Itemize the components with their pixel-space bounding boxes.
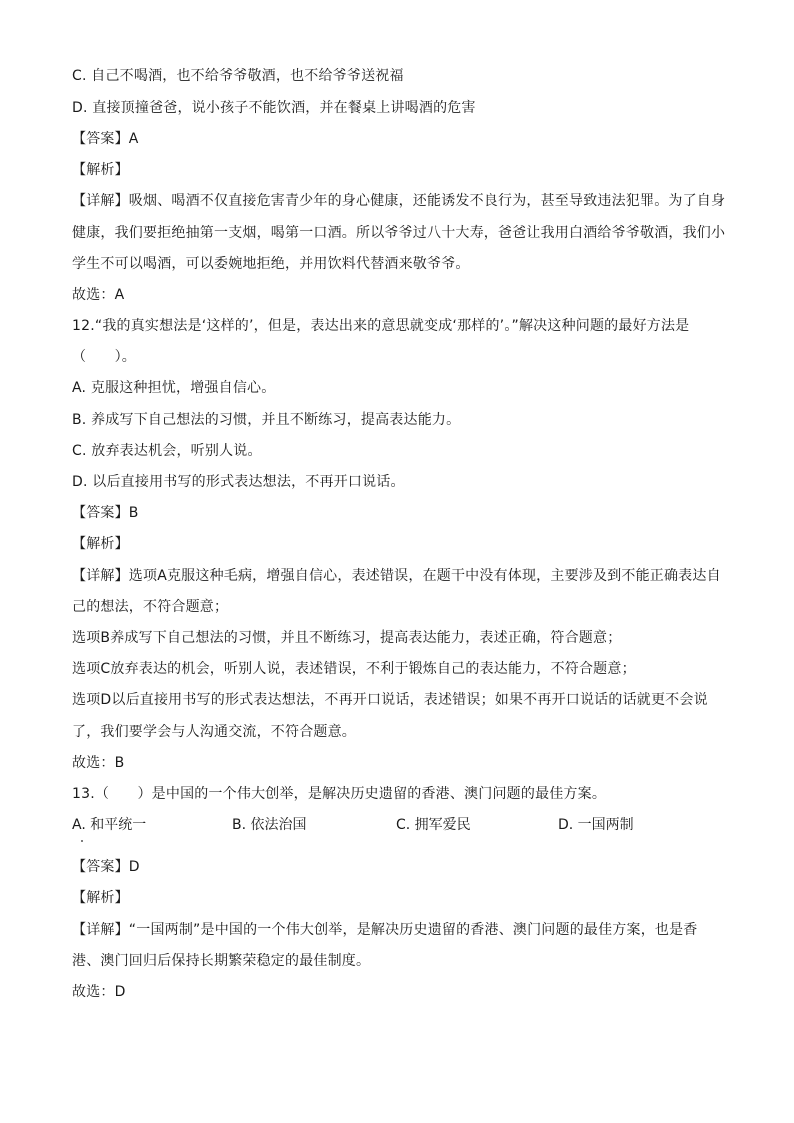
q11-detail-line: 学生不可以喝酒，可以委婉地拒绝，并用饮料代替酒来敬爷爷。 bbox=[72, 256, 470, 272]
q13-option-c: C. 拥军爱民 bbox=[396, 817, 471, 833]
q12-option-a: A. 克服这种担忧，增强自信心。 bbox=[72, 380, 276, 396]
q11-analysis-label: 【解析】 bbox=[72, 162, 129, 178]
q11-detail-line: 【详解】吸烟、喝酒不仅直接危害青少年的身心健康，还能诱发不良行为，甚至导致违法犯罪。为了自身 bbox=[72, 193, 726, 209]
q13-option-b: B. 依法治国 bbox=[232, 817, 307, 833]
q11-answer: 【答案】A bbox=[72, 131, 139, 147]
q11-option-d: D. 直接顶撞爸爸，说小孩子不能饮酒，并在餐桌上讲喝酒的危害 bbox=[72, 100, 476, 116]
q13-detail-line: 【详解】“一国两制”是中国的一个伟大创举，是解决历史遗留的香港、澳门问题的最佳方案，也是香 bbox=[72, 922, 698, 938]
q12-option-d: D. 以后直接用书写的形式表达想法，不再开口说话。 bbox=[72, 474, 405, 490]
q13-option-d: D. 一国两制 bbox=[558, 817, 634, 833]
q13-choice: 故选：D bbox=[72, 984, 126, 1000]
q12-analysis-label: 【解析】 bbox=[72, 536, 129, 552]
q13-stem: 13.（ ）是中国的一个伟大创举，是解决历史遗留的香港、澳门问题的最佳方案。 bbox=[72, 786, 607, 802]
q12-option-c: C. 放弃表达机会，听别人说。 bbox=[72, 443, 262, 459]
q12-option-b: B. 养成写下自己想法的习惯，并且不断练习，提高表达能力。 bbox=[72, 412, 461, 428]
stray-dot-mark bbox=[81, 840, 83, 842]
q11-option-c: C. 自己不喝酒，也不给爷爷敬酒，也不给爷爷送祝福 bbox=[72, 68, 404, 84]
q13-answer: 【答案】D bbox=[72, 859, 140, 875]
q12-detail-line: 选项D以后直接用书写的形式表达想法，不再开口说话，表述错误；如果不再开口说话的话就更不会说 bbox=[72, 692, 708, 708]
q12-detail-line: 了，我们要学会与人沟通交流，不符合题意。 bbox=[72, 724, 356, 740]
q13-analysis-label: 【解析】 bbox=[72, 890, 129, 906]
q11-choice: 故选：A bbox=[72, 287, 125, 303]
q12-stem-blank: （ ）。 bbox=[72, 349, 136, 365]
q12-choice: 故选：B bbox=[72, 755, 125, 771]
q13-detail-line: 港、澳门回归后保持长期繁荣稳定的最佳制度。 bbox=[72, 953, 371, 969]
q13-options-row bbox=[72, 815, 732, 835]
q12-detail-line: 选项C放弃表达的机会，听别人说，表述错误，不利于锻炼自己的表达能力，不符合题意； bbox=[72, 661, 636, 677]
q12-detail-line: 【详解】选项A克服这种毛病，增强自信心，表述错误，在题干中没有体现，主要涉及到不能正确表达自 bbox=[72, 568, 721, 584]
q12-stem: 12.“我的真实想法是‘这样的’，但是，表达出来的意思就变成‘那样的’。”解决这种问题的最好方法是 bbox=[72, 318, 690, 334]
q13-option-a: A. 和平统一 bbox=[72, 817, 147, 833]
q12-detail-line: 选项B养成写下自己想法的习惯，并且不断练习，提高表达能力，表述正确，符合题意； bbox=[72, 630, 622, 646]
q12-answer: 【答案】B bbox=[72, 505, 139, 521]
q12-detail-line: 己的想法，不符合题意； bbox=[72, 599, 229, 615]
q11-detail-line: 健康，我们要拒绝抽第一支烟，喝第一口酒。所以爷爷过八十大寿，爸爸让我用白酒给爷爷敬酒，我们小 bbox=[72, 225, 726, 241]
